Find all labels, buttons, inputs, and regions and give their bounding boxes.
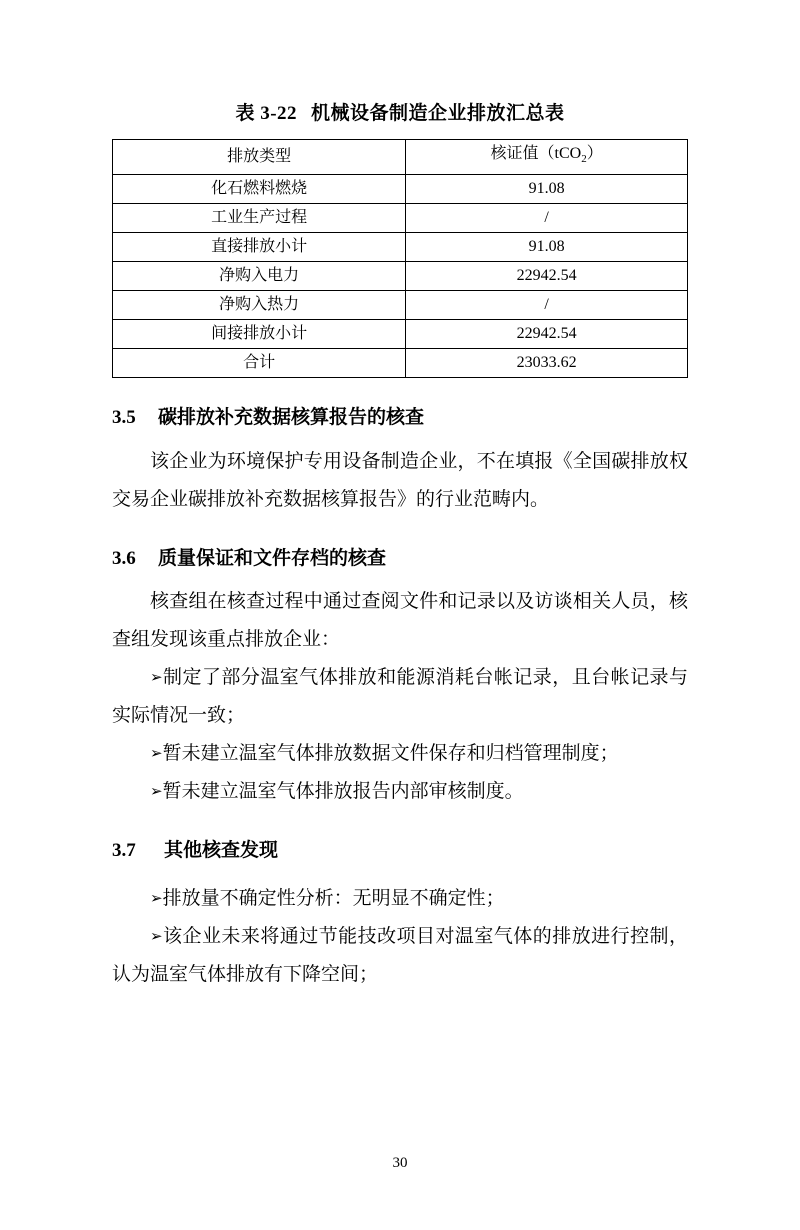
bullet-text: 该企业未来将通过节能技改项目对温室气体的排放进行控制，认为温室气体排放有下降空间； xyxy=(112,925,688,985)
cell-verified-value: 91.08 xyxy=(406,175,688,204)
cell-verified-value: 23033.62 xyxy=(406,349,688,378)
cell-verified-value: / xyxy=(406,204,688,233)
cell-verified-value: 91.08 xyxy=(406,233,688,262)
section-heading-3-6 xyxy=(112,545,688,574)
table-row xyxy=(113,291,688,320)
table-caption-number: 表 3-22 xyxy=(235,103,298,124)
cell-emission-type: 净购入电力 xyxy=(113,262,406,291)
document-page xyxy=(0,98,800,1230)
section-number: 3.7 xyxy=(112,840,136,862)
table-caption-title: 机械设备制造企业排放汇总表 xyxy=(311,103,565,124)
table-row xyxy=(113,262,688,291)
column-header-emission-type: 排放类型 xyxy=(113,140,406,175)
emissions-summary-table xyxy=(112,139,688,378)
bullet-item xyxy=(112,918,688,994)
paragraph-3-6-1: 核查组在核查过程中通过查阅文件和记录以及访谈相关人员，核查组发现该重点排放企业： xyxy=(112,591,688,651)
page-number: 30 xyxy=(392,1155,408,1171)
table-header-row xyxy=(113,140,688,175)
cell-emission-type: 净购入热力 xyxy=(113,291,406,320)
paragraph-3-5-1: 该企业为环境保护专用设备制造企业，不在填报《全国碳排放权交易企业碳排放补充数据核算报告》的行业范畴内。 xyxy=(112,450,688,510)
section-title: 质量保证和文件存档的核查 xyxy=(158,547,387,569)
bullet-item xyxy=(112,735,688,773)
bullet-item xyxy=(112,880,688,918)
bullet-arrow-icon: ➢ xyxy=(150,744,163,763)
cell-verified-value: / xyxy=(406,291,688,320)
table-row xyxy=(113,233,688,262)
column-header-verified-value: 核证值（tCO$_2$） xyxy=(406,140,688,175)
bullet-text: 排放量不确定性分析：无明显不确定性； xyxy=(162,887,505,909)
bullet-arrow-icon: ➢ xyxy=(150,668,163,687)
section-title: 碳排放补充数据核算报告的核查 xyxy=(158,407,425,429)
cell-emission-type: 合计 xyxy=(113,349,406,378)
section-number: 3.5 xyxy=(112,407,136,429)
cell-emission-type: 工业生产过程 xyxy=(113,204,406,233)
section-title: 其他核查发现 xyxy=(164,840,279,862)
section-heading-3-5 xyxy=(112,404,688,433)
bullet-text: 暂未建立温室气体排放数据文件保存和归档管理制度； xyxy=(162,743,619,765)
table-caption xyxy=(112,98,688,125)
table-row xyxy=(113,204,688,233)
cell-verified-value: 22942.54 xyxy=(406,262,688,291)
bullet-item xyxy=(112,659,688,735)
bullet-text: 暂未建立温室气体排放报告内部审核制度。 xyxy=(162,781,524,803)
bullet-item xyxy=(112,773,688,811)
table-row xyxy=(113,349,688,378)
cell-verified-value: 22942.54 xyxy=(406,320,688,349)
cell-emission-type: 化石燃料燃烧 xyxy=(113,175,406,204)
table-row xyxy=(113,320,688,349)
cell-emission-type: 间接排放小计 xyxy=(113,320,406,349)
section-heading-3-7 xyxy=(112,837,688,866)
cell-emission-type: 直接排放小计 xyxy=(113,233,406,262)
section-number: 3.6 xyxy=(112,547,136,569)
bullet-arrow-icon: ➢ xyxy=(150,782,163,801)
bullet-text: 制定了部分温室气体排放和能源消耗台帐记录，且台帐记录与实际情况一致； xyxy=(112,667,688,727)
bullet-arrow-icon: ➢ xyxy=(150,888,163,907)
bullet-arrow-icon: ➢ xyxy=(150,926,163,945)
table-row xyxy=(113,175,688,204)
